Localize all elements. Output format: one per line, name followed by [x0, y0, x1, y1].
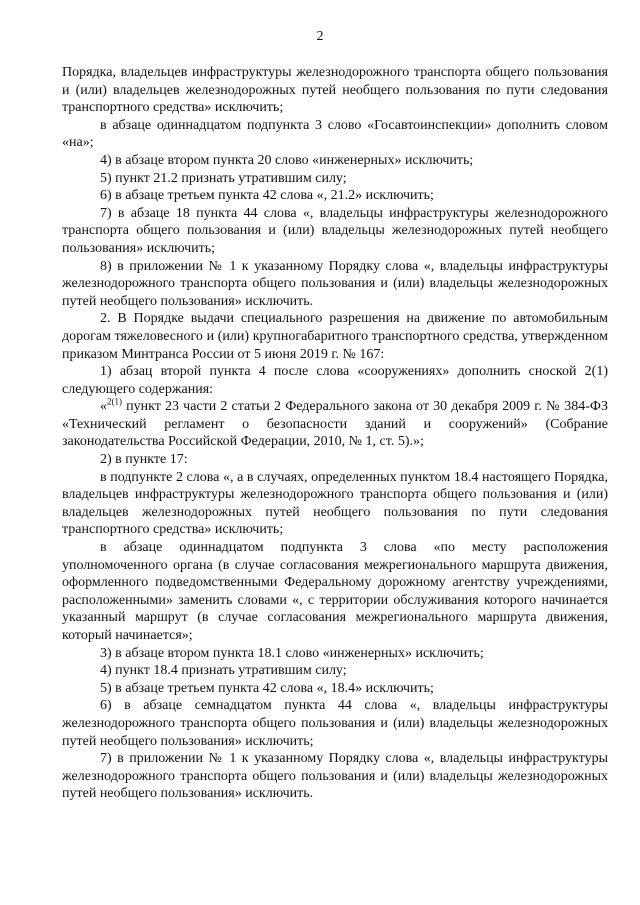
paragraph: 7) в приложении № 1 к указанному Порядку слова «, владельцы инфраструктуры железнодорожного транспорта общего пользования и (или) владельцы железнодорожных путей необщего пользования» исключить.: [62, 751, 608, 802]
document-body: [62, 64, 608, 803]
paragraph: 4) в абзаце втором пункта 20 слово «инженерных» исключить;: [100, 152, 474, 168]
paragraph: 3) в абзаце втором пункта 18.1 слово «инженерных» исключить;: [100, 645, 484, 661]
paragraph: 6) в абзаце семнадцатом пункта 44 слова «, владельцы инфраструктуры железнодорожного транспорта общего пользования и (или) владельцы железнодорожных путей необщего пользования» исключить;: [62, 698, 608, 749]
footnote-marker: 2(1): [107, 396, 122, 407]
paragraph: в подпункте 2 слова «, а в случаях, определенных пунктом 18.4 настоящего Порядка, владельцев инфраструктуры железнодорожного транспорта общего пользования и (или) владельцев железнодорожных путей необщего пользования по пути следования транспортного средства» исключить;: [62, 469, 608, 538]
paragraph: 5) в абзаце третьем пункта 42 слова «, 18.4» исключить;: [100, 680, 434, 696]
paragraph: 5) пункт 21.2 признать утратившим силу;: [100, 170, 347, 186]
page-number: 2: [316, 29, 324, 44]
footnote-paragraph: [62, 398, 608, 451]
paragraph: в абзаце одиннадцатом подпункта 3 слово «Госавтоинспекции» дополнить словом «на»;: [62, 117, 608, 151]
footnote-open-quote: «: [100, 399, 107, 415]
footnote-text: пункт 23 части 2 статьи 2 Федерального закона от 30 декабря 2009 г. № 384-ФЗ «Технический регламент о безопасности зданий и сооружений» (Собрание законодательства Российской Федерации, 2010, № 1, ст. 5).»;: [62, 399, 608, 450]
paragraph: 1) абзац второй пункта 4 после слова «сооружениях» дополнить сноской 2(1) следующего содержания:: [62, 364, 608, 397]
paragraph: Порядка, владельцев инфраструктуры железнодорожного транспорта общего пользования и (или) владельцев железнодорожных путей необщего пользования по пути следования транспортного средства» исключить;: [62, 65, 608, 116]
paragraph: в абзаце одиннадцатом подпункта 3 слова «по месту расположения уполномоченного органа (в случае согласования межрегионального маршрута движения, оформленного подведомственными Федеральному дорожному агентству учреждениями, расположенными» заменить словами «, с территории обслуживания которого начинается указанный маршрут (в случае согласования межрегионального маршрута движения, который начинается»;: [62, 540, 608, 643]
paragraph: 7) в абзаце 18 пункта 44 слова «, владельцы инфраструктуры железнодорожного транспорта общего пользования и (или) владельцы железнодорожных путей необщего пользования» исключить;: [62, 205, 608, 256]
paragraph: 2) в пункте 17:: [100, 452, 188, 468]
paragraph: 8) в приложении № 1 к указанному Порядку слова «, владельцы инфраструктуры железнодорожного транспорта общего пользования и (или) владельцы железнодорожных путей необщего пользования» исключить.: [62, 258, 608, 309]
paragraph: 2. В Порядке выдачи специального разрешения на движение по автомобильным дорогам тяжеловесного и (или) крупногабаритного транспортного средства, утвержденном приказом Минтранса России от 5 июня 2019 г. № 167:: [62, 311, 608, 362]
paragraph: 4) пункт 18.4 признать утратившим силу;: [100, 663, 347, 679]
paragraph: 6) в абзаце третьем пункта 42 слова «, 21.2» исключить;: [100, 188, 434, 204]
